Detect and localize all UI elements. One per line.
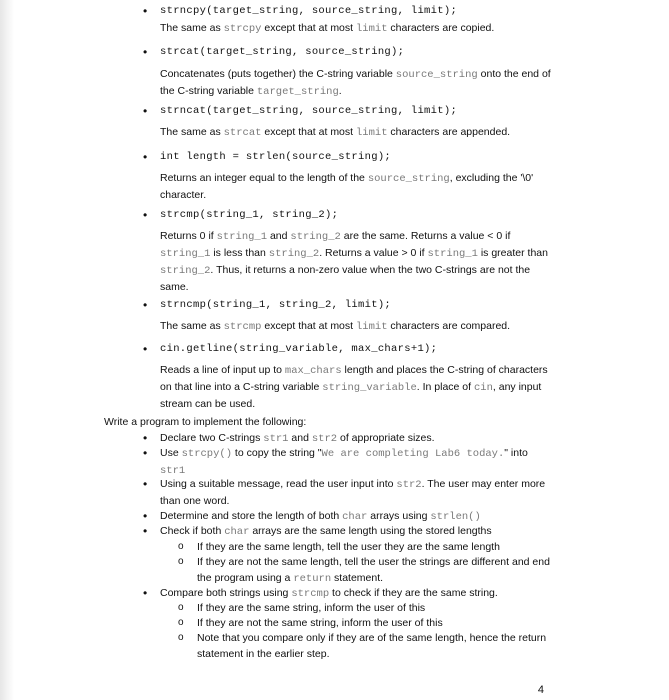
text-run: Using a suitable message, read the user input into	[160, 478, 397, 490]
text-run: is greater than	[477, 247, 548, 259]
sub-bullet: o	[178, 617, 184, 628]
bullet: •	[143, 477, 148, 491]
sub-bullet: o	[178, 541, 184, 552]
inline-code: strcmp	[223, 321, 262, 333]
text-run: The same as	[160, 22, 224, 34]
text-run: arrays are the same length using the stored lengths	[249, 525, 492, 537]
task-item	[160, 523, 560, 540]
function-signature: strncpy(target_string, source_string, limit);	[160, 5, 458, 17]
function-description	[160, 228, 555, 295]
inline-code: string_1	[160, 248, 211, 260]
text-run: except that at most	[261, 126, 356, 138]
function-description	[160, 20, 570, 37]
text-run: .	[338, 85, 342, 97]
bullet: •	[143, 509, 148, 523]
sub-bullet: o	[178, 632, 184, 643]
text-run: statement.	[331, 572, 384, 584]
inline-code: string_1	[216, 231, 268, 243]
text-run: Concatenates (puts together) the C-string variable	[160, 68, 396, 80]
bullet: •	[143, 208, 148, 222]
text-run: The same as	[160, 320, 224, 332]
text-run: " into	[504, 447, 528, 459]
text-run: If they are not the same length, tell the user the strings are different and end the program using a	[197, 556, 550, 584]
inline-code: strlen()	[430, 511, 481, 523]
inline-code: char	[224, 526, 250, 538]
sub-bullet: o	[178, 602, 184, 613]
text-run: arrays using	[367, 510, 431, 522]
inline-code: char	[342, 511, 368, 523]
task-subitem	[197, 615, 567, 631]
text-run: and	[288, 432, 312, 444]
inline-code: string_2	[160, 265, 211, 277]
task-subitem	[197, 630, 552, 662]
text-run: and	[267, 230, 291, 242]
bullet: •	[143, 524, 148, 538]
text-run: to check if they are the same string.	[329, 587, 498, 599]
inline-code: string_2	[290, 231, 341, 243]
bullet: •	[143, 104, 148, 118]
inline-code: return	[293, 573, 332, 585]
inline-code: str2	[311, 433, 338, 445]
text-run: . In place of	[416, 381, 474, 393]
function-signature: strcat(target_string, source_string);	[160, 46, 405, 58]
inline-code: string_1	[427, 248, 478, 260]
function-description	[160, 318, 580, 335]
task-subitem	[197, 600, 567, 616]
function-signature: strncmp(string_1, string_2, limit);	[160, 299, 392, 311]
text-run: Declare two C-strings	[160, 432, 264, 444]
task-subitem	[197, 554, 552, 587]
inline-code: source_string	[367, 173, 450, 185]
text-run: are the same. Returns a value < 0 if	[340, 230, 511, 242]
inline-code: string_variable	[322, 382, 417, 394]
function-description	[160, 66, 555, 100]
function-description	[160, 170, 555, 203]
text-run: . Returns a value > 0 if	[319, 247, 428, 259]
bullet: •	[143, 342, 148, 356]
bullet: •	[143, 45, 148, 59]
text-run: except that at most	[261, 320, 356, 332]
text-run: Reads a line of input up to	[160, 364, 285, 376]
text-run: Use	[160, 447, 182, 459]
bullet: •	[143, 298, 148, 312]
inline-code: target_string	[256, 86, 339, 98]
function-description	[160, 124, 580, 141]
function-description	[160, 362, 555, 412]
function-signature: cin.getline(string_variable, max_chars+1);	[160, 343, 438, 355]
inline-code: strcpy()	[181, 448, 233, 460]
text-run: Compare both strings using	[160, 587, 292, 599]
function-signature: strcmp(string_1, string_2);	[160, 209, 339, 221]
inline-code: strcmp	[291, 588, 330, 600]
text-run: is less than	[210, 247, 269, 259]
inline-code: limit	[355, 23, 388, 35]
inline-code: str2	[396, 479, 422, 491]
bullet: •	[143, 431, 148, 445]
text-run: characters are appended.	[387, 126, 511, 138]
text-run: If they are not the same string, inform the user of this	[197, 617, 443, 629]
text-run: Determine and store the length of both	[160, 510, 343, 522]
text-run: . The user may enter more than one word.	[160, 478, 546, 507]
inline-code: source_string	[395, 69, 478, 81]
inline-code: max_chars	[284, 365, 342, 377]
text-run: , excluding the '\0' character.	[160, 172, 534, 201]
text-run: of appropriate sizes.	[337, 432, 435, 444]
inline-code: We are completing Lab6 today.	[321, 448, 505, 460]
task-item	[160, 476, 555, 509]
text-run: The same as	[160, 126, 224, 138]
text-run: If they are the same string, inform the user of this	[197, 602, 426, 614]
text-run: Check if both	[160, 525, 225, 537]
text-run: If they are the same length, tell the user they are the same length	[197, 541, 500, 553]
function-signature: strncat(target_string, source_string, limit);	[160, 105, 458, 117]
inline-code: limit	[355, 127, 388, 139]
text-run: Returns an integer equal to the length of the	[160, 172, 368, 184]
function-signature: int length = strlen(source_string);	[160, 151, 392, 163]
page-edge-shadow	[0, 0, 14, 700]
text-run: characters are copied.	[387, 22, 495, 34]
text-run: to copy the string "	[232, 447, 322, 459]
text-run: characters are compared.	[387, 320, 511, 332]
task-intro: Write a program to implement the following:	[104, 416, 307, 428]
bullet: •	[143, 4, 148, 18]
text-run: , any input stream can be used.	[160, 381, 542, 410]
text-run: length and places the C-string of characters on that line into a C-string variable	[160, 364, 548, 393]
bullet: •	[143, 586, 148, 600]
inline-code: string_2	[268, 248, 320, 260]
text-run: . Thus, it returns a non-zero value when the two C-strings are not the same.	[160, 264, 531, 293]
sub-bullet: o	[178, 556, 184, 567]
inline-code: str1	[160, 465, 186, 477]
text-run: Note that you compare only if they are of the same length, hence the return statement in the earlier step.	[197, 632, 547, 660]
inline-code: strcat	[223, 127, 262, 139]
inline-code: str1	[263, 433, 289, 445]
inline-code: cin	[473, 382, 493, 394]
inline-code: limit	[355, 321, 388, 333]
text-run: onto the end of the C-string variable	[160, 68, 551, 97]
inline-code: strcpy	[223, 23, 262, 35]
text-run: except that at most	[261, 22, 356, 34]
task-subitem	[197, 539, 567, 555]
task-item	[160, 445, 550, 479]
text-run: Returns 0 if	[160, 230, 217, 242]
page-number: 4	[537, 684, 544, 696]
bullet: •	[143, 150, 148, 164]
bullet: •	[143, 446, 148, 460]
